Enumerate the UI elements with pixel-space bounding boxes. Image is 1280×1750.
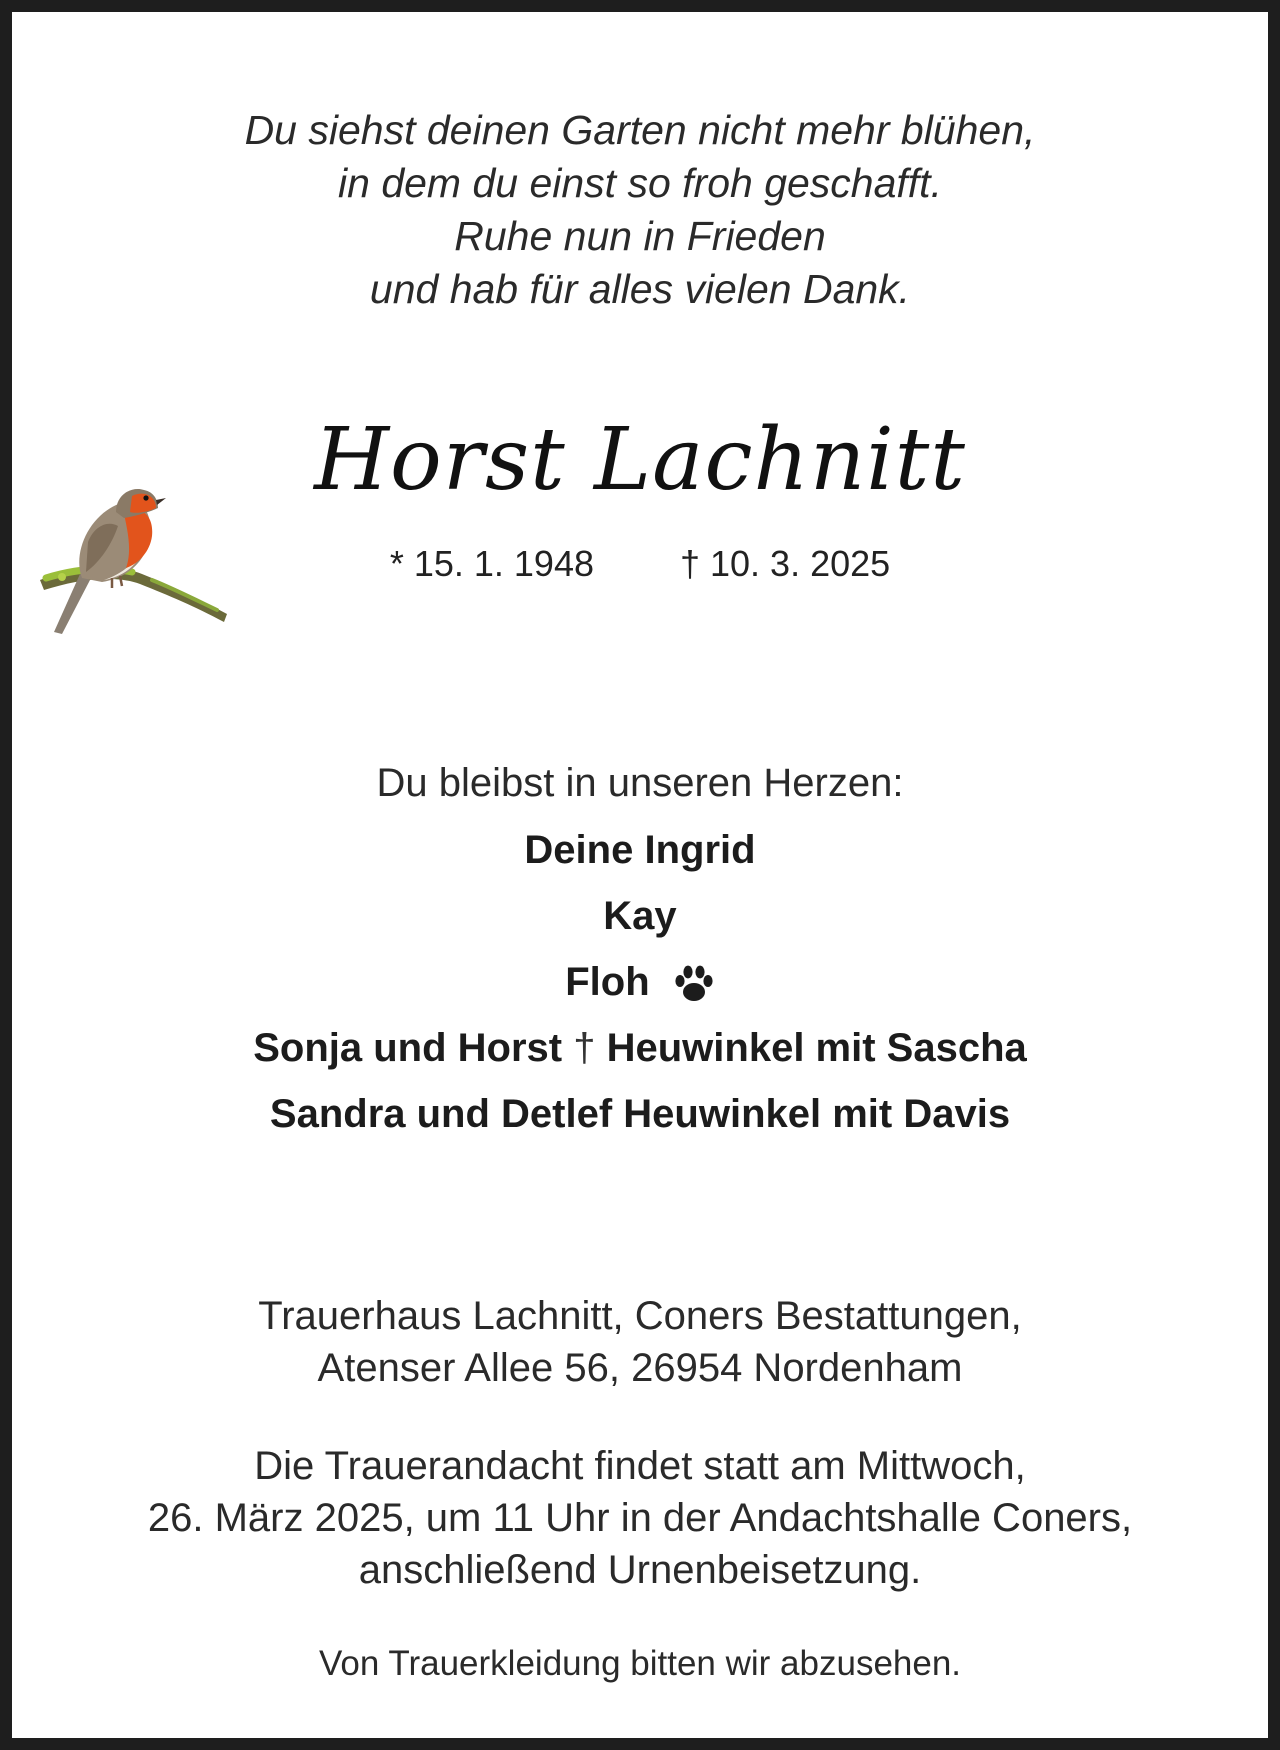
death-date: † 10. 3. 2025 — [679, 543, 891, 584]
mourner-line: Deine Ingrid — [524, 828, 756, 872]
deceased-name: Horst Lachnitt — [314, 410, 966, 510]
mourner-line-pet — [12, 949, 1268, 1015]
mourner-line — [12, 1015, 1268, 1081]
mourner-pet-name: Floh — [565, 960, 650, 1004]
poem-line: Ruhe nun in Frieden — [454, 213, 826, 259]
service-info — [12, 1440, 1268, 1596]
mourner-names: Heuwinkel mit Sascha — [606, 1026, 1027, 1070]
service-line: Die Trauerandacht findet statt am Mittwoch, — [254, 1444, 1026, 1488]
robin-illustration — [32, 482, 232, 692]
poem-line: Du siehst deinen Garten nicht mehr blühen, — [244, 107, 1036, 153]
poem-line: in dem du einst so froh geschafft. — [338, 160, 942, 206]
mourner-names: Sonja und Horst — [253, 1026, 563, 1070]
birth-date: * 15. 1. 1948 — [389, 543, 594, 584]
mourners-list — [12, 817, 1268, 1147]
address-line: Trauerhaus Lachnitt, Coners Bestattungen, — [258, 1294, 1022, 1338]
mourners-intro: Du bleibst in unseren Herzen: — [376, 761, 904, 805]
cross-symbol: † — [573, 1026, 596, 1070]
mourner-line: Sandra und Detlef Heuwinkel mit Davis — [269, 1092, 1011, 1136]
paw-icon — [673, 964, 715, 1004]
poem — [12, 104, 1268, 316]
dress-code-note: Von Trauerkleidung bitten wir abzusehen. — [318, 1644, 962, 1683]
address-line: Atenser Allee 56, 26954 Nordenham — [317, 1346, 963, 1390]
poem-line: und hab für alles vielen Dank. — [369, 266, 911, 312]
obituary-card — [12, 12, 1268, 1738]
service-line: 26. März 2025, um 11 Uhr in der Andachtshalle Coners, — [147, 1496, 1133, 1540]
service-line: anschließend Urnenbeisetzung. — [358, 1548, 922, 1592]
mourner-line: Kay — [603, 894, 677, 938]
funeral-home-address — [12, 1290, 1268, 1394]
